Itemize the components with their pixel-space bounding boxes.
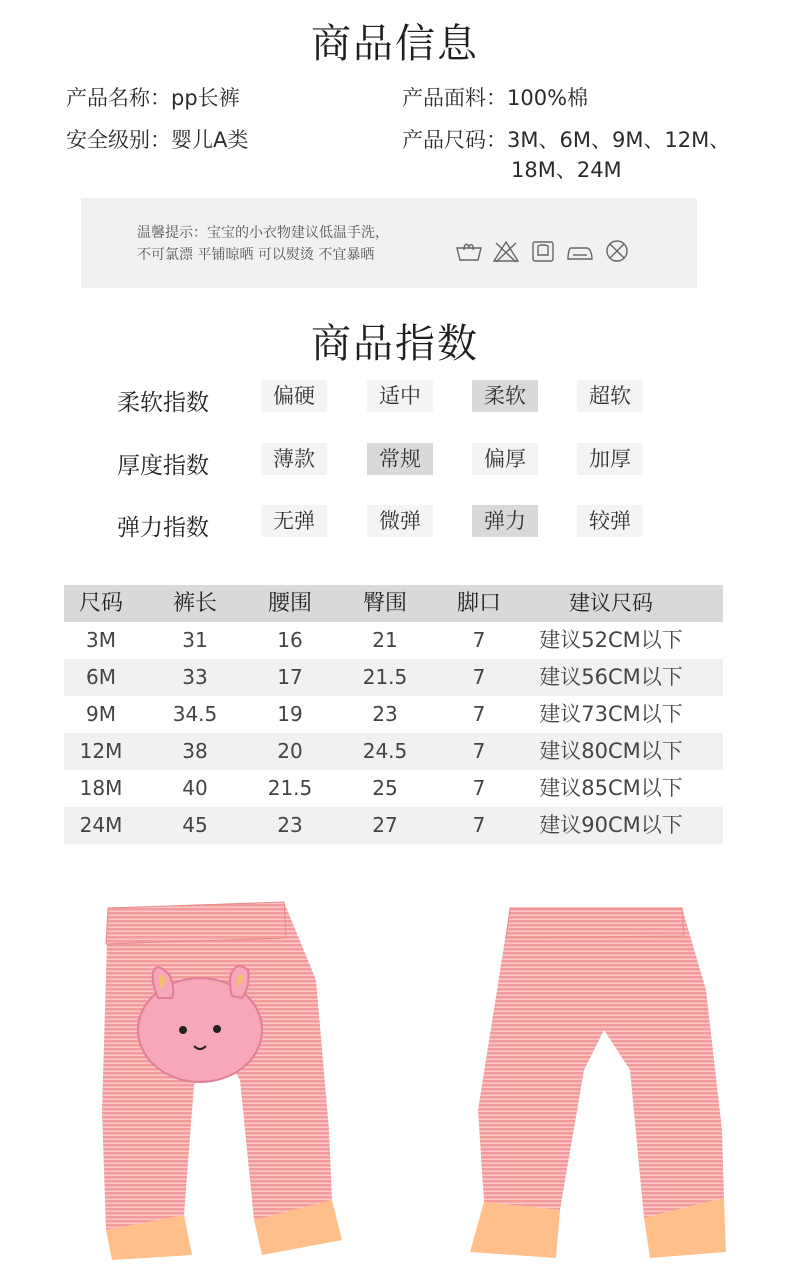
care-tip-line2: 不可氯漂 平铺晾晒 可以熨烫 不宜暴晒 [137,247,375,263]
size-table-cell: 建议80CM以下 [539,739,683,763]
size-table-cell: 9M [86,702,116,726]
size-table-cell: 建议85CM以下 [539,776,683,800]
size-table-cell: 建议73CM以下 [539,702,683,726]
size-table-cell: 建议52CM以下 [539,628,683,652]
index-row-softness [0,380,790,420]
bunny-patch [138,966,262,1082]
size-table-cell: 17 [277,665,303,689]
header-cell: 裤长 [172,591,217,616]
size-table-cell: 6M [86,665,116,689]
product-fabric: 产品面料：100%棉 [402,86,589,110]
size-table-cell: 7 [472,628,486,652]
size-table-row [64,659,723,696]
product-safety-level: 安全级别：婴儿A类 [66,128,249,152]
hand-wash-icon [454,238,484,264]
index-option-selected: 弹力 [472,505,538,537]
index-option: 薄款 [261,443,327,475]
size-table [64,585,723,844]
product-sizes [402,124,731,182]
size-table-cell: 7 [472,665,486,689]
index-option: 偏厚 [472,443,538,475]
size-table-cell: 33 [182,665,208,689]
header-cell: 腰围 [267,591,312,616]
index-option: 超软 [577,380,643,412]
size-table-cell: 34.5 [172,702,218,726]
size-table-cell: 21.5 [267,776,313,800]
index-option-selected: 常规 [367,443,433,475]
care-tip-text [137,222,389,266]
size-table-cell: 25 [372,776,398,800]
header-cell: 尺码 [78,591,123,616]
size-table-row [64,807,723,844]
iron-icon [565,238,595,264]
pants-front-photo [54,880,394,1260]
size-table-cell: 19 [277,702,303,726]
index-option: 较弹 [577,505,643,537]
index-row-elasticity [0,505,790,545]
size-table-cell: 38 [182,739,208,763]
size-table-cell: 7 [472,813,486,837]
size-table-body [64,622,723,844]
size-table-cell: 21.5 [362,665,408,689]
size-table-cell: 23 [277,813,303,837]
header-cell: 脚口 [456,591,501,616]
size-table-row [64,696,723,733]
product-sizes-line1: 产品尺码：3M、6M、9M、12M、 [402,128,731,152]
size-table-cell: 16 [277,628,303,652]
size-table-row [64,770,723,807]
size-table-cell: 45 [182,813,208,837]
index-option: 加厚 [577,443,643,475]
size-table-cell: 40 [182,776,208,800]
size-table-cell: 27 [372,813,398,837]
index-option-selected: 柔软 [472,380,538,412]
dry-flat-icon [528,238,558,264]
care-tip-box [81,198,697,288]
index-label: 厚度指数 [117,453,209,479]
index-option: 微弹 [367,505,433,537]
size-table-row [64,622,723,659]
section-title-product-index: 商品指数 [311,321,479,367]
index-option: 无弹 [261,505,327,537]
size-table-cell: 24.5 [362,739,408,763]
size-table-cell: 建议90CM以下 [539,813,683,837]
index-label: 弹力指数 [117,515,209,541]
size-table-cell: 21 [372,628,398,652]
product-sizes-line2: 18M、24M [511,158,622,182]
size-table-cell: 23 [372,702,398,726]
size-table-header [64,585,723,622]
care-icons [454,238,632,264]
index-label: 柔软指数 [117,390,209,416]
size-table-cell: 24M [79,813,123,837]
no-bleach-icon [491,238,521,264]
size-table-cell: 建议56CM以下 [539,665,683,689]
index-row-thickness [0,443,790,483]
size-table-cell: 31 [182,628,208,652]
size-table-cell: 18M [79,776,123,800]
index-option: 偏硬 [261,380,327,412]
size-table-cell: 3M [86,628,116,652]
header-cell: 臀围 [362,591,407,616]
size-table-row [64,733,723,770]
no-sun-icon [602,238,632,264]
size-table-cell: 7 [472,702,486,726]
section-title-product-info: 商品信息 [311,21,479,67]
header-cell: 建议尺码 [569,591,653,615]
index-option: 适中 [367,380,433,412]
size-table-cell: 12M [79,739,123,763]
care-tip-line1: 温馨提示：宝宝的小衣物建议低温手洗， [137,225,389,241]
size-table-cell: 7 [472,776,486,800]
product-name: 产品名称：pp长裤 [66,86,240,110]
pants-back-photo [454,880,744,1260]
size-table-cell: 7 [472,739,486,763]
size-table-cell: 20 [277,739,303,763]
